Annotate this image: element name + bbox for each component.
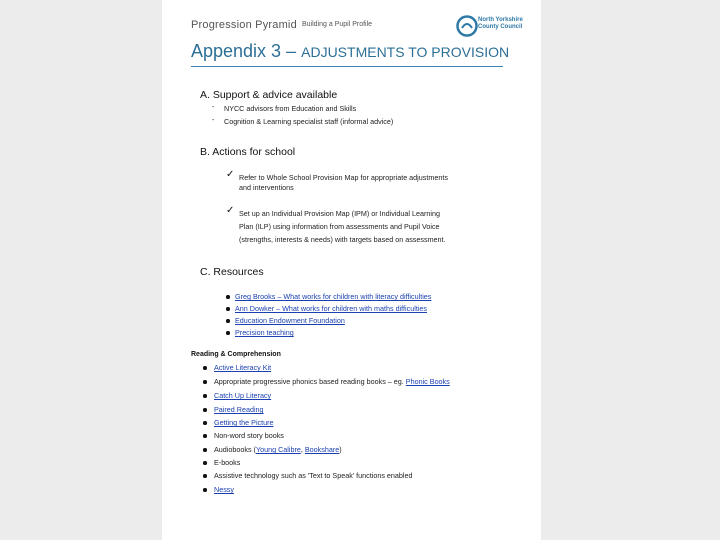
appendix-label: Appendix 3 [191,41,282,61]
link-active-literacy-kit[interactable]: Active Literacy Kit [214,363,272,372]
bullet [226,307,230,311]
heading-divider [191,66,503,67]
list-item-ebooks: E-books [214,458,241,467]
link-nessy[interactable]: Nessy [214,485,234,494]
resource-link-eef[interactable]: Education Endowment Foundation [235,316,345,325]
audiobooks-suffix: ) [339,445,342,454]
bullet [203,366,207,370]
link-getting-the-picture[interactable]: Getting the Picture [214,418,274,427]
action-line: (strengths, interests & needs) with targets based on assessment. [239,235,446,244]
list-item: Cognition & Learning specialist staff (informal advice) [224,117,394,126]
link-phonic-books[interactable]: Phonic Books [405,377,450,386]
audiobooks-separator: , [300,445,305,454]
link-young-calibre[interactable]: Young Calibre [255,445,301,454]
section-a-heading: A. Support & advice available [200,89,338,101]
link-catch-up-literacy[interactable]: Catch Up Literacy [214,391,272,400]
bullet [203,474,207,478]
audiobooks-prefix: Audiobooks ( [214,445,256,454]
section-b-heading: B. Actions for school [200,146,296,158]
section-c-heading: C. Resources [200,266,264,278]
action-line: Refer to Whole School Provision Map for appropriate adjustments [239,173,448,182]
action-line: Plan (ILP) using information from assessments and Pupil Voice [239,222,440,231]
bullet [203,421,207,425]
bullet [203,380,207,384]
list-item-assistive-tech: Assistive technology such as 'Text to Speak' functions enabled [214,471,413,480]
bullet [203,448,207,452]
appendix-heading [191,41,509,62]
dash-bullet: - [212,104,215,111]
resource-link-precision-teaching[interactable]: Precision teaching [235,328,294,337]
council-logo-icon [456,15,478,37]
bullet [226,319,230,323]
bullet [203,394,207,398]
bullet [203,434,207,438]
bullet [203,488,207,492]
bullet [203,408,207,412]
dash-bullet: - [212,117,215,124]
bullet [226,295,230,299]
action-line: and interventions [239,183,294,190]
appendix-title: ADJUSTMENTS TO PROVISION [301,44,510,60]
list-item: NYCC advisors from Education and Skills [224,104,357,113]
checkmark-icon: ✓ [226,205,235,216]
link-paired-reading[interactable]: Paired Reading [214,405,264,414]
list-item-phonics [214,377,450,386]
resource-link-greg-brooks[interactable]: Greg Brooks – What works for children with literacy difficulties [235,292,432,301]
document-page [162,0,541,540]
link-bookshare[interactable]: Bookshare [304,445,340,454]
bullet [226,331,230,335]
council-logo-text: North Yorkshire County Council [478,17,523,30]
action-line: Set up an Individual Provision Map (IPM) or Individual Learning [239,209,440,218]
list-item-audiobooks [214,445,342,454]
list-item-nonword: Non-word story books [214,431,284,440]
reading-comprehension-heading: Reading & Comprehension [191,351,281,358]
bullet [203,461,207,465]
checkmark-icon: ✓ [226,169,235,180]
appendix-dash: – [286,41,297,61]
header-title: Progression Pyramid [191,19,297,31]
header-subtitle: Building a Pupil Profile [302,21,373,28]
phonics-text: Appropriate progressive phonics based reading books – eg. [214,377,406,386]
resource-link-ann-dowker[interactable]: Ann Dowker – What works for children with maths difficulties [235,304,428,313]
